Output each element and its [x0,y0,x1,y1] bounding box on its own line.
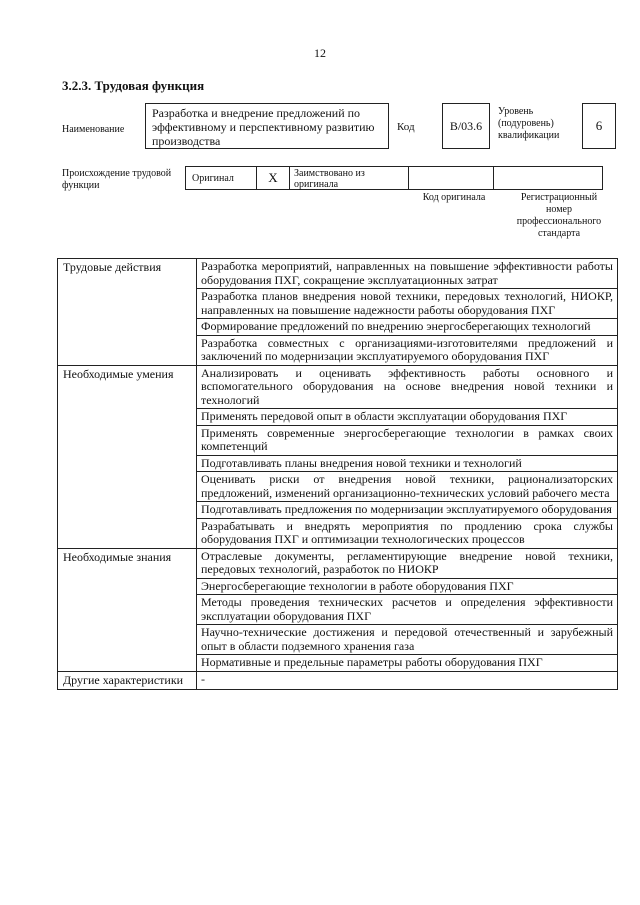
section-item: Применять передовой опыт в области эксплуатации оборудования ПХГ [197,409,618,426]
table-row [58,671,618,690]
section-item: Разрабатывать и внедрять мероприятия по продлению срока службы оборудования ПХГ и оптимизации технологических процессов [197,518,618,548]
code-original-caption: Код оригинала [422,192,486,203]
section-item: Оценивать риски от внедрения новой техники, рационализаторских предложений, изменений организационно-технических условий рабочего места [197,472,618,502]
function-details-table [57,258,618,690]
section-item: Разработка планов внедрения новой техники, передовых технологий, НИОКР, направленных на повышение надежности работы оборудования ПХГ [197,289,618,319]
section-item: Разработка мероприятий, направленных на повышение эффективности работы оборудования ПХГ, сокращение эксплуатационных затрат [197,259,618,289]
table-row [58,259,618,289]
origin-row [185,166,603,190]
function-name-box: Разработка и внедрение предложений по эффективному и перспективному развитию производства [145,103,389,149]
code-value-box: B/03.6 [442,103,490,149]
original-label: Оригинал [185,166,257,190]
section-item: Анализировать и оценивать эффективность работы основного и вспомогательного оборудования на основе внедрения новой техники и технологий [197,365,618,409]
section-item: Подготавливать предложения по модернизации эксплуатируемого оборудования [197,502,618,519]
borrowed-label: Заимствовано из оригинала [289,166,409,190]
section-item: Научно-технические достижения и передовой отечественный и зарубежный опыт в области подземного хранения газа [197,625,618,655]
table-row [58,548,618,578]
section-item: Формирование предложений по внедрению энергосберегающих технологий [197,319,618,336]
section-item: Нормативные и предельные параметры работы оборудования ПХГ [197,655,618,672]
section-item: Применять современные энергосберегающие технологии в рамках своих компетенций [197,425,618,455]
table-row [58,365,618,409]
section-heading: Трудовые действия [58,259,197,366]
section-item: Энергосберегающие технологии в работе оборудования ПХГ [197,578,618,595]
page-number: 12 [314,46,326,60]
section-heading: Необходимые умения [58,365,197,548]
section-heading: Другие характеристики [58,671,197,690]
section-item: Разработка совместных с организациями-изготовителями предложений и заключений по модернизации эксплуатируемого оборудования ПХГ [197,335,618,365]
level-value-box: 6 [582,103,616,149]
reg-number-caption: Регистрационный номер профессионального стандарта [516,192,602,239]
section-item: Отраслевые документы, регламентирующие внедрение новой техники, передовых технологий, разработок по НИОКР [197,548,618,578]
name-label: Наименование [62,124,125,135]
section-item: - [197,671,618,690]
level-label: Уровень (подуровень) квалификации [498,106,560,141]
reg-number-cell [493,166,603,190]
code-label: Код [397,121,415,133]
section-item: Подготавливать планы внедрения новой техники и технологий [197,455,618,472]
section-title: 3.2.3. Трудовая функция [62,78,205,93]
original-mark: X [256,166,290,190]
section-heading: Необходимые знания [58,548,197,671]
section-item: Методы проведения технических расчетов и определения эффективности эксплуатации оборудования ПХГ [197,595,618,625]
code-original-cell [408,166,494,190]
origin-label: Происхождение трудовой функции [62,168,172,191]
